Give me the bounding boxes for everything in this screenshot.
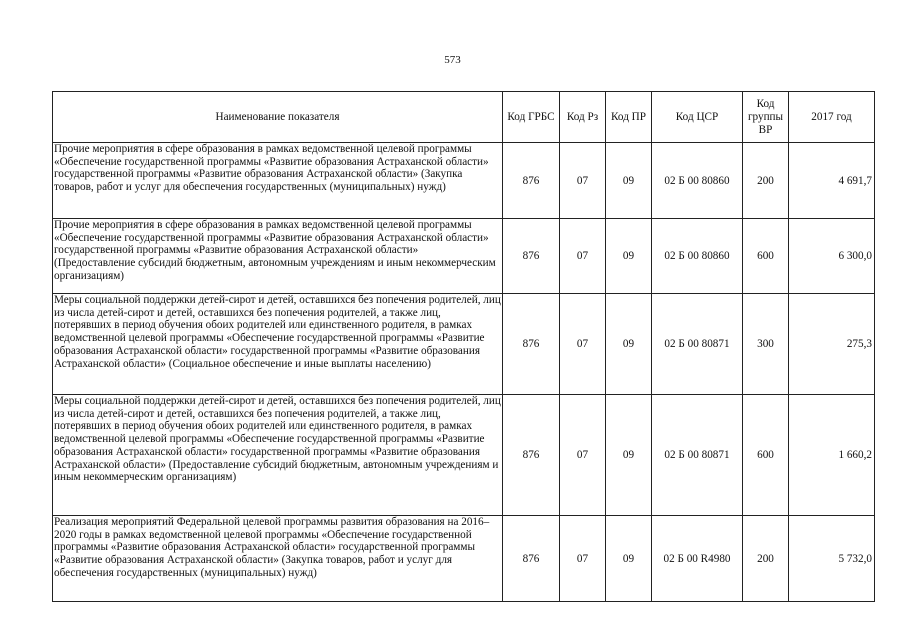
row-amount: 1 660,2 xyxy=(789,395,875,516)
row-grbs: 876 xyxy=(503,516,560,602)
budget-table xyxy=(52,91,875,602)
row-amount: 5 732,0 xyxy=(789,516,875,602)
row-name: Прочие мероприятия в сфере образования в рамках ведомственной целевой программы «Обеспечение государственной программы «Развитие образования Астраханской области» государственной программы «Развитие образования Астраханской области» (Закупка товаров, работ и услуг для обеспечения государственных (муниципальных) нужд) xyxy=(53,143,503,219)
row-rz: 07 xyxy=(560,294,606,395)
row-csr: 02 Б 00 R4980 xyxy=(652,516,743,602)
row-rz: 07 xyxy=(560,143,606,219)
row-vr: 200 xyxy=(743,143,789,219)
row-name: Меры социальной поддержки детей-сирот и детей, оставшихся без попечения родителей, лиц из числа детей-сирот и детей, оставшихся без попечения родителей, а также лиц, потерявших в период обучения обоих родителей или единственного родителя, в рамках ведомственной целевой программы «Обеспечение государственной программы «Развитие образования Астраханской области» государственной программы «Развитие образования Астраханской области» (Социальное обеспечение и иные выплаты населению) xyxy=(53,294,503,395)
row-rz: 07 xyxy=(560,219,606,294)
row-rz: 07 xyxy=(560,516,606,602)
row-amount: 275,3 xyxy=(789,294,875,395)
table-row xyxy=(53,219,875,294)
row-grbs: 876 xyxy=(503,219,560,294)
row-pr: 09 xyxy=(606,294,652,395)
header-vr: Код группы ВР xyxy=(743,92,789,143)
header-year: 2017 год xyxy=(789,92,875,143)
row-vr: 600 xyxy=(743,395,789,516)
table-row xyxy=(53,516,875,602)
header-row xyxy=(53,92,875,143)
row-pr: 09 xyxy=(606,395,652,516)
header-name: Наименование показателя xyxy=(53,92,503,143)
page-number: 573 xyxy=(444,54,461,66)
row-csr: 02 Б 00 80871 xyxy=(652,294,743,395)
row-grbs: 876 xyxy=(503,294,560,395)
header-grbs: Код ГРБС xyxy=(503,92,560,143)
row-vr: 300 xyxy=(743,294,789,395)
row-pr: 09 xyxy=(606,516,652,602)
row-amount: 6 300,0 xyxy=(789,219,875,294)
header-rz: Код Рз xyxy=(560,92,606,143)
table-row xyxy=(53,143,875,219)
row-name: Прочие мероприятия в сфере образования в рамках ведомственной целевой программы «Обеспечение государственной программы «Развитие образования Астраханской области» государственной программы «Развитие образования Астраханской области» (Предоставление субсидий бюджетным, автономным учреждениям и иным некоммерческим организациям) xyxy=(53,219,503,294)
header-pr: Код ПР xyxy=(606,92,652,143)
row-vr: 600 xyxy=(743,219,789,294)
table-row xyxy=(53,395,875,516)
row-name: Реализация мероприятий Федеральной целевой программы развития образования на 2016–2020 годы в рамках ведомственной целевой программы «Обеспечение государственной программы «Развитие образования Астраханской области» государственной программы «Развитие образования Астраханской области» (Закупка товаров, работ и услуг для обеспечения государственных (муниципальных) нужд) xyxy=(53,516,503,602)
row-csr: 02 Б 00 80860 xyxy=(652,219,743,294)
row-grbs: 876 xyxy=(503,395,560,516)
row-csr: 02 Б 00 80860 xyxy=(652,143,743,219)
row-amount: 4 691,7 xyxy=(789,143,875,219)
row-pr: 09 xyxy=(606,143,652,219)
header-csr: Код ЦСР xyxy=(652,92,743,143)
row-rz: 07 xyxy=(560,395,606,516)
row-name: Меры социальной поддержки детей-сирот и детей, оставшихся без попечения родителей, лиц из числа детей-сирот и детей, оставшихся без попечения родителей, а также лиц, потерявших в период обучения обоих родителей или единственного родителя, в рамках ведомственной целевой программы «Обеспечение государственной программы «Развитие образования Астраханской области» государственной программы «Развитие образования Астраханской области» (Предоставление субсидий бюджетным, автономным учреждениям и иным некоммерческим организациям) xyxy=(53,395,503,516)
table-row xyxy=(53,294,875,395)
row-pr: 09 xyxy=(606,219,652,294)
row-csr: 02 Б 00 80871 xyxy=(652,395,743,516)
row-grbs: 876 xyxy=(503,143,560,219)
row-vr: 200 xyxy=(743,516,789,602)
